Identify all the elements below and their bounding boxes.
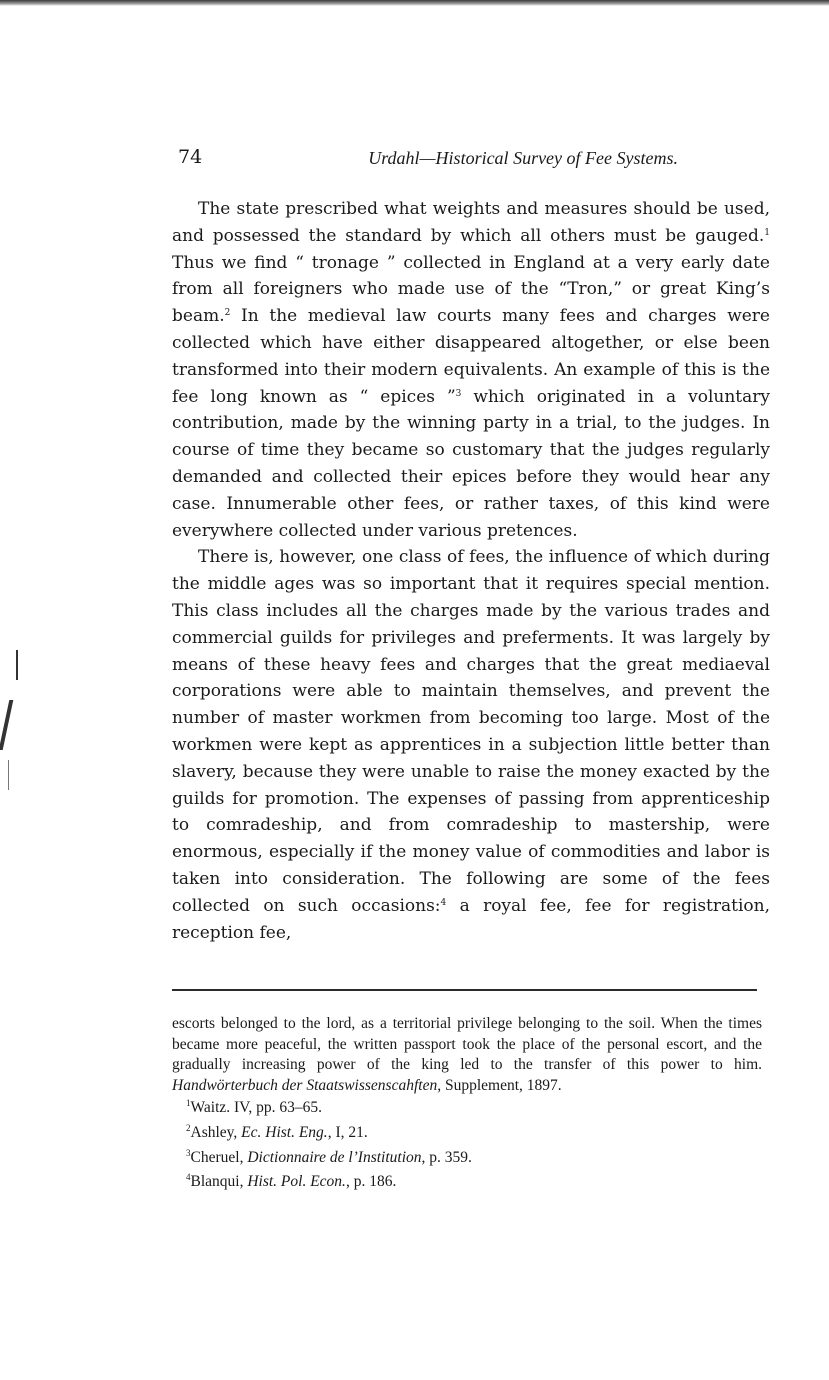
footnotes <box>172 1014 762 1197</box>
page-header <box>178 146 678 176</box>
footnote-number: 2 <box>186 1122 191 1133</box>
text-run: , Supplement, 1897. <box>437 1076 562 1094</box>
page-number: 74 <box>178 146 203 168</box>
scan-gutter-mark <box>0 700 13 750</box>
footnote-text: Waitz. IV, pp. 63–65. <box>190 1099 322 1117</box>
footnote-text: , p. 186. <box>345 1173 397 1191</box>
text-run: In the medieval law courts many fees and charges were collected which have either disappeared altogether, or else been transformed into their modern equivalents. An example of this is the fee long known as “ epices ” <box>172 306 770 407</box>
footnote-ref: 3 <box>455 388 462 399</box>
footnote-continuation <box>172 1014 762 1096</box>
footnote-text: Ashley, <box>190 1123 242 1141</box>
footnote-ref: 1 <box>764 227 770 238</box>
footnote-item <box>186 1123 762 1144</box>
source-title: Handwörterbuch der Staatswissenscahften <box>172 1076 438 1094</box>
scan-gutter-mark <box>8 760 9 790</box>
footnote-text: , p. 359. <box>421 1148 472 1166</box>
footnote-text: , I, 21. <box>327 1123 368 1141</box>
footnote-item <box>186 1148 762 1169</box>
paragraph <box>172 544 770 946</box>
text-run: Thus we find “ tronage ” collected in England at a very early date from all foreigners who made use of the “Tron,” or great King’s beam. <box>172 252 770 327</box>
text-run: which originated in a voluntary contribution, made by the winning party in a trial, to the judges. In course of time they became so customary that the judges regularly demanded and collected their epices before they would hear any case. Innumerable other fees, or rather taxes, of this kind were everywhere collected under various pretences. <box>172 386 770 541</box>
text-run: escorts belonged to the lord, as a territorial privilege belonging to the soil. When the times became more peaceful, the written passport took the place of the personal escort, and the gradually increasing power of the king led to the transfer of this power to him. <box>172 1015 762 1074</box>
footnote-number: 4 <box>186 1172 191 1183</box>
footnote-italic: Hist. Pol. Econ. <box>247 1173 346 1191</box>
scan-gutter-mark <box>16 650 18 680</box>
footnote-italic: Dictionnaire de l’Institution <box>247 1148 422 1166</box>
main-text <box>172 196 770 946</box>
running-title: Urdahl—Historical Survey of Fee Systems. <box>368 148 678 168</box>
footnote-ref: 2 <box>224 308 231 319</box>
footnote-text: Cheruel, <box>190 1148 248 1166</box>
footnote-rule <box>172 989 757 991</box>
footnote-list <box>172 1098 762 1192</box>
text-run: There is, however, one class of fees, the influence of which during the middle ages was so important that it requires special mention. This class includes all the charges made by the various trades and commercial guilds for privileges and preferments. It was largely by means of these heavy fees and charges that the great mediaeval corporations were able to maintain themselves, and prevent the number of master workmen from becoming too large. Most of the workmen were kept as apprentices in a subjection little better than slavery, because they were unable to raise the money exacted by the guilds for promotion. The expenses of passing from apprenticeship to comradeship, and from comradeship to mastership, were enormous, especially if the money value of commodities and labor is taken into consideration. The following are some of the fees collected on such occasions: <box>172 547 770 916</box>
footnote-italic: Ec. Hist. Eng. <box>241 1123 328 1141</box>
footnote-text: Blanqui, <box>190 1173 248 1191</box>
footnote-ref: 4 <box>440 897 447 908</box>
paragraph <box>172 196 770 544</box>
text-run: The state prescribed what weights and measures should be used, and possessed the standard by which all others must be gauged. <box>172 199 770 246</box>
footnote-number: 3 <box>186 1147 191 1158</box>
footnote-item <box>186 1098 762 1119</box>
scan-top-edge <box>0 0 829 6</box>
footnote-number: 1 <box>186 1098 191 1109</box>
text-run: a royal fee, fee for registration, reception fee, <box>172 895 770 943</box>
footnote-item <box>186 1172 762 1193</box>
